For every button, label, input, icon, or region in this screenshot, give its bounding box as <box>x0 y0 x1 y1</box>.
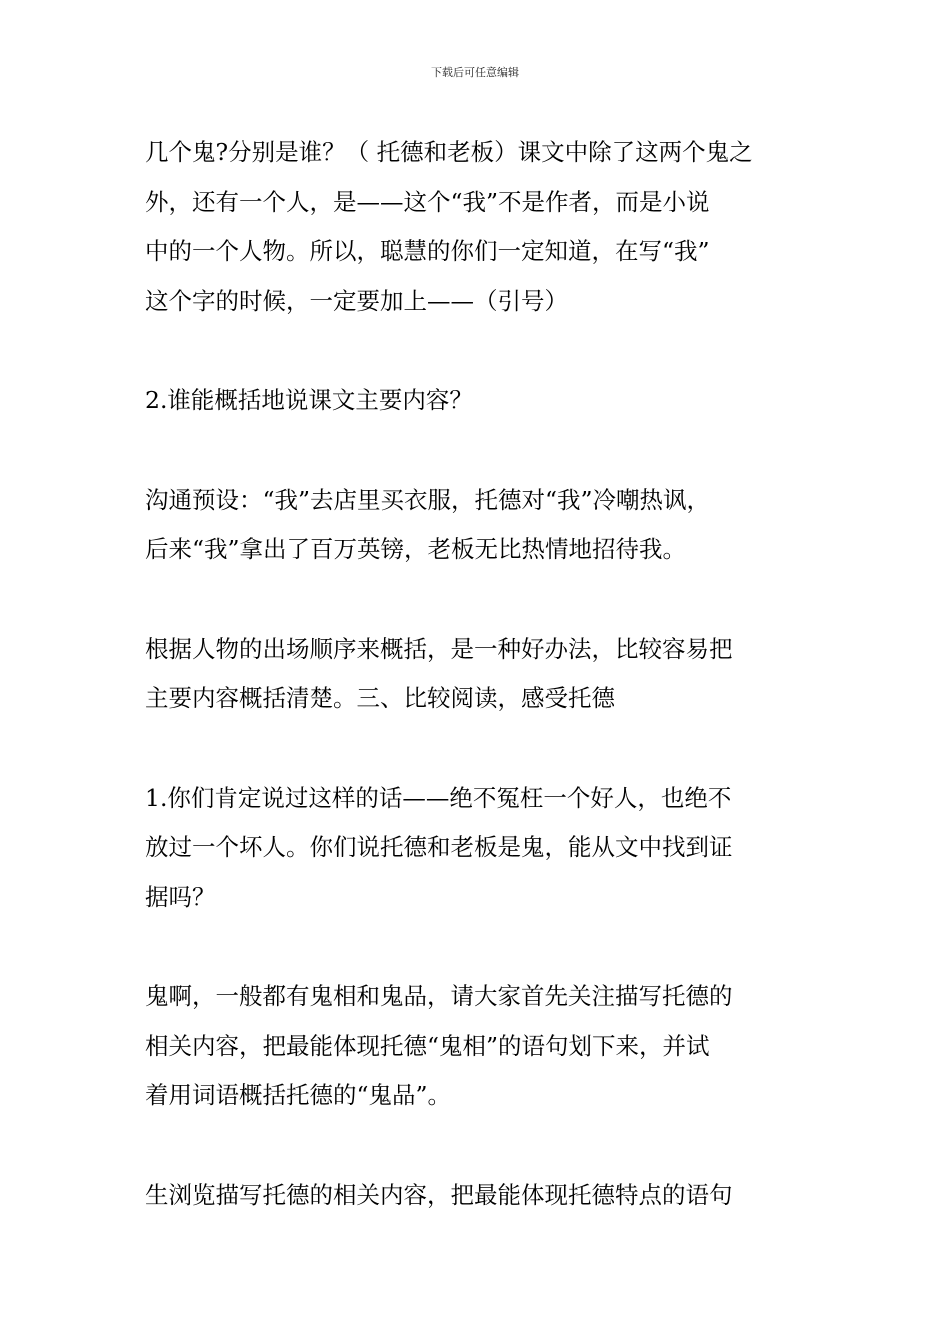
paragraph-gap <box>145 1121 825 1171</box>
text-line: 着用词语概括托德的“鬼品”。 <box>145 1081 452 1109</box>
text-line: 几个鬼?分别是谁？（ 托德和老板）课文中除了这两个鬼之 <box>145 138 753 166</box>
text-line: 沟通预设：“我”去店里买衣服，托德对“我”冷嘲热讽， <box>145 485 711 514</box>
paragraph-gap <box>145 426 825 476</box>
text-line: 根据人物的出场顺序来概括，是一种好办法，比较容易把 <box>145 634 733 663</box>
text-line: 据吗？ <box>145 882 216 911</box>
text-line: 1.你们肯定说过这样的话——绝不冤枉一个好人，也绝不 <box>145 783 732 812</box>
document-body <box>145 128 825 1220</box>
text-line: 中的一个人物。所以，聪慧的你们一定知道，在写“我” <box>145 237 710 265</box>
text-line: 生浏览描写托德的相关内容，把最能体现托德特点的语句 <box>145 1180 733 1209</box>
paragraph-question-2 <box>145 376 825 426</box>
text-line: 外，还有一个人，是——这个“我”不是作者，而是小说 <box>145 187 710 216</box>
paragraph-question-1-evidence <box>145 774 825 923</box>
paragraph-gap <box>145 326 825 376</box>
text-line: 放过一个坏人。你们说托德和老板是鬼，能从文中找到证 <box>145 833 733 861</box>
text-line: 这个字的时候，一定要加上——（引号） <box>145 286 568 315</box>
text-line: 2.谁能概括地说课文主要内容？ <box>145 386 473 414</box>
paragraph-preset-answer <box>145 476 825 575</box>
text-line: 鬼啊，一般都有鬼相和鬼品，请大家首先关注描写托德的 <box>145 982 733 1010</box>
paragraph-summary-method <box>145 625 825 724</box>
paragraph-ghost-traits <box>145 972 825 1121</box>
text-line: 相关内容，把最能体现托德“鬼相”的语句划下来，并试 <box>145 1031 710 1060</box>
paragraph-student-browse <box>145 1171 825 1221</box>
paragraph-ghosts-intro <box>145 128 825 326</box>
paragraph-gap <box>145 922 825 972</box>
paragraph-gap <box>145 575 825 625</box>
page-header: 下载后可任意编辑 <box>431 66 519 79</box>
text-line: 后来“我”拿出了百万英镑，老板无比热情地招待我。 <box>145 535 687 563</box>
paragraph-gap <box>145 724 825 774</box>
text-line: 主要内容概括清楚。三、比较阅读，感受托德 <box>145 684 615 712</box>
